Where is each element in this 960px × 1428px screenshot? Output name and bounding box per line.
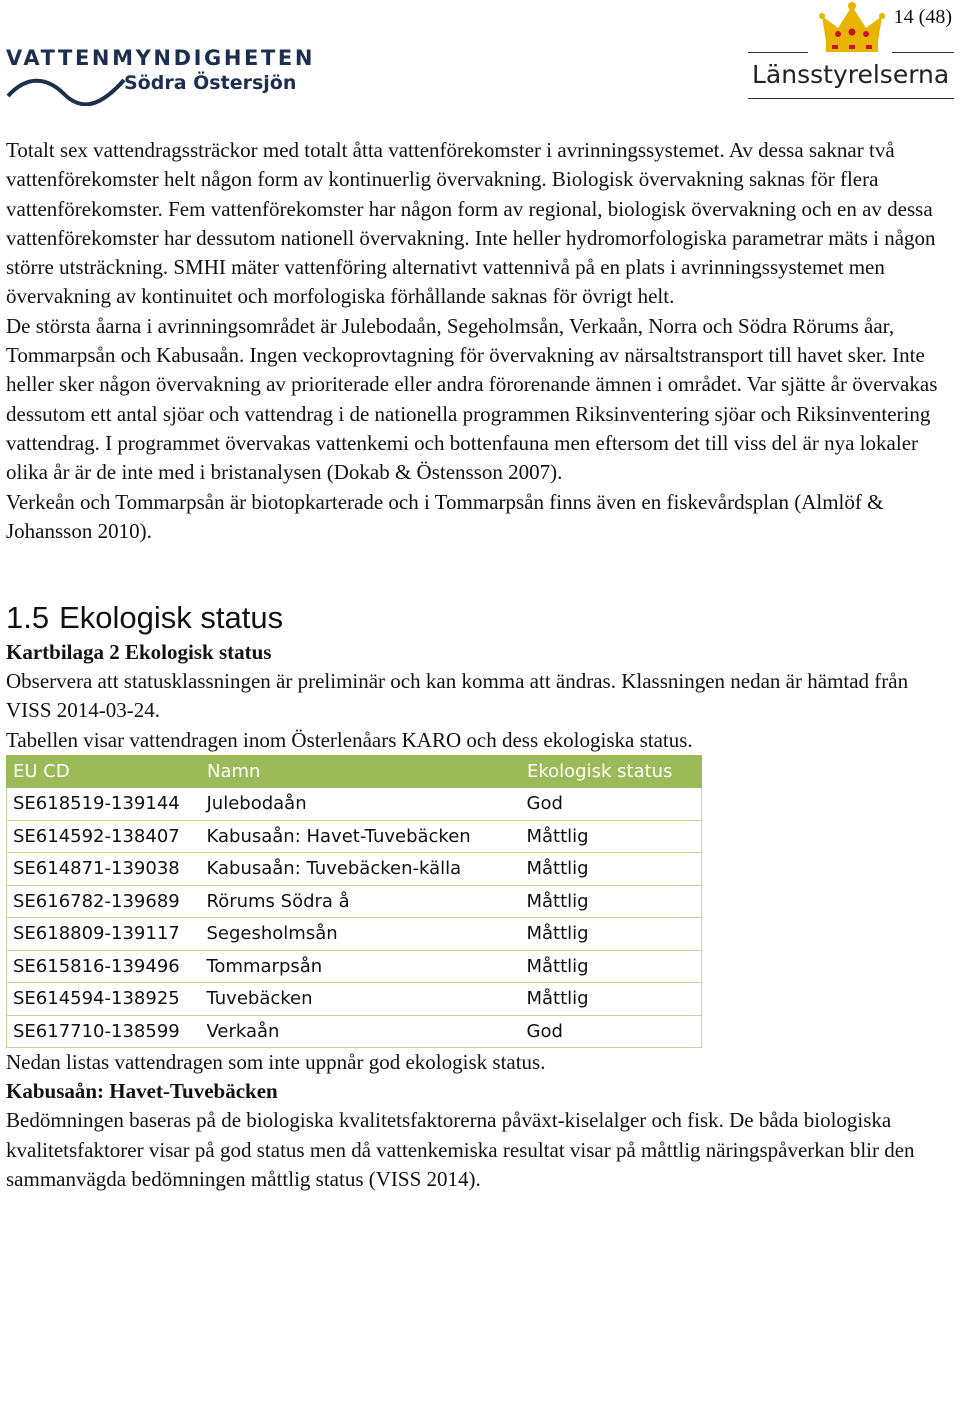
table-header-row xyxy=(7,756,702,788)
paragraph-rivers: De största åarna i avrinningsområdet är Julebodaån, Segeholmsån, Verkaån, Norra och Södra Rörums åar, Tommarpsån och Kabusaån. Ingen veckoprovtagning för övervakning av närsaltstransport till havet sker. Inte heller sker någon övervakning av prioriterade eller andra förorenande ämnen i området. Var sjätte år övervakas dessutom ett antal sjöar och vattendrag i de nationella programmen Riksinventering sjöar och Riksinventering vattendrag. I programmet övervakas vattenkemi och bottenfauna men eftersom det till viss del är nya lokaler olika år är de inte med i bristanalysen (Dokab & Östensson 2007). xyxy=(6,313,938,485)
lansstyrelserna-logo xyxy=(748,2,958,100)
cell-status: Måttlig xyxy=(521,853,702,886)
logo-underline xyxy=(748,98,954,99)
cell-name: Kabusaån: Havet-Tuvebäcken xyxy=(201,820,521,853)
ecological-status-table xyxy=(6,755,702,1048)
cell-status: Måttlig xyxy=(521,820,702,853)
cell-eu-cd: SE616782-139689 xyxy=(7,885,201,918)
section-subheading: Kartbilaga 2 Ekologisk status xyxy=(6,640,272,665)
table-row xyxy=(7,788,702,821)
waterbody-subheading: Kabusaån: Havet-Tuvebäcken xyxy=(6,1079,278,1104)
cell-name: Tommarpsån xyxy=(201,950,521,983)
page-number: 14 (48) xyxy=(893,6,952,28)
header-name: Namn xyxy=(201,756,521,788)
cell-status: Måttlig xyxy=(521,918,702,951)
cell-name: Julebodaån xyxy=(201,788,521,821)
cell-status: God xyxy=(521,1015,702,1048)
table-row xyxy=(7,1015,702,1048)
cell-name: Verkaån xyxy=(201,1015,521,1048)
cell-status: Måttlig xyxy=(521,885,702,918)
paragraph-biotope: Verkeån och Tommarpsån är biotopkarterade och i Tommarpsån finns även en fiskevårdsplan (Almlöf & Johansson 2010). xyxy=(6,489,884,543)
crown-icon xyxy=(818,2,886,56)
vattenmyndigheten-logo xyxy=(6,46,316,94)
cell-name: Tuvebäcken xyxy=(201,983,521,1016)
cell-eu-cd: SE617710-138599 xyxy=(7,1015,201,1048)
header-eu-cd: EU CD xyxy=(7,756,201,788)
cell-eu-cd: SE618809-139117 xyxy=(7,918,201,951)
header-status: Ekologisk status xyxy=(521,756,702,788)
section-title: Ekologisk status xyxy=(59,600,284,636)
table-row xyxy=(7,820,702,853)
section-number: 1.5 xyxy=(6,600,50,636)
table-row xyxy=(7,885,702,918)
cell-eu-cd: SE614871-139038 xyxy=(7,853,201,886)
cell-eu-cd: SE614592-138407 xyxy=(7,820,201,853)
paragraph-monitoring: Totalt sex vattendragssträckor med totalt åtta vattenförekomster i avrinningssystemet. Av dessa saknar två vattenförekomster helt någon form av kontinuerlig övervakning. Biologisk övervakning saknas för flera vattenförekomster. Fem vattenförekomster har någon form av regional, biologisk övervakning och en av dessa vattenförekomster har dessutom nationell övervakning. Inte heller hydromorfologiska parametrar mäts i någon större utsträckning. SMHI mäter vattenföring alternativt vattennivå på en plats i avrinningssystemet men övervakning av kontinuitet och morfologiska förhållande saknas för övrigt helt. xyxy=(6,138,936,309)
cell-eu-cd: SE615816-139496 xyxy=(7,950,201,983)
waterbody-assessment: Bedömningen baseras på de biologiska kvalitetsfaktorerna påväxt-kiselalger och fisk. De båda biologiska kvalitetsfaktorer visar på god status men då vattenkemiska resultat visar på måttlig näringspåverkan blir den sammanvägda bedömningen måttlig status (VISS 2014). xyxy=(6,1108,915,1191)
status-note: Observera att statusklassningen är preliminär och kan komma att ändras. Klassningen nedan är hämtad från VISS 2014-03-24. xyxy=(6,669,909,723)
cell-status: Måttlig xyxy=(521,950,702,983)
table-row xyxy=(7,983,702,1016)
below-table-intro: Nedan listas vattendragen som inte uppnår god ekologisk status. xyxy=(6,1050,546,1075)
cell-eu-cd: SE614594-138925 xyxy=(7,983,201,1016)
cell-name: Segesholmsån xyxy=(201,918,521,951)
cell-name: Rörums Södra å xyxy=(201,885,521,918)
logo-rule-right xyxy=(892,52,954,53)
section-heading xyxy=(6,598,956,638)
table-row xyxy=(7,853,702,886)
cell-status: Måttlig xyxy=(521,983,702,1016)
logo-subtitle: Södra Östersjön xyxy=(124,72,297,94)
wave-icon xyxy=(6,66,126,106)
table-row xyxy=(7,950,702,983)
document-body xyxy=(6,136,956,1194)
cell-eu-cd: SE618519-139144 xyxy=(7,788,201,821)
table-intro: Tabellen visar vattendragen inom Österlenåars KARO och dess ekologiska status. xyxy=(6,727,693,752)
cell-name: Kabusaån: Tuvebäcken-källa xyxy=(201,853,521,886)
cell-status: God xyxy=(521,788,702,821)
logo-rule-left xyxy=(748,52,808,53)
table-row xyxy=(7,918,702,951)
logo-text: Länsstyrelserna xyxy=(752,60,950,89)
logo-title: VATTENMYNDIGHETEN xyxy=(6,46,316,70)
